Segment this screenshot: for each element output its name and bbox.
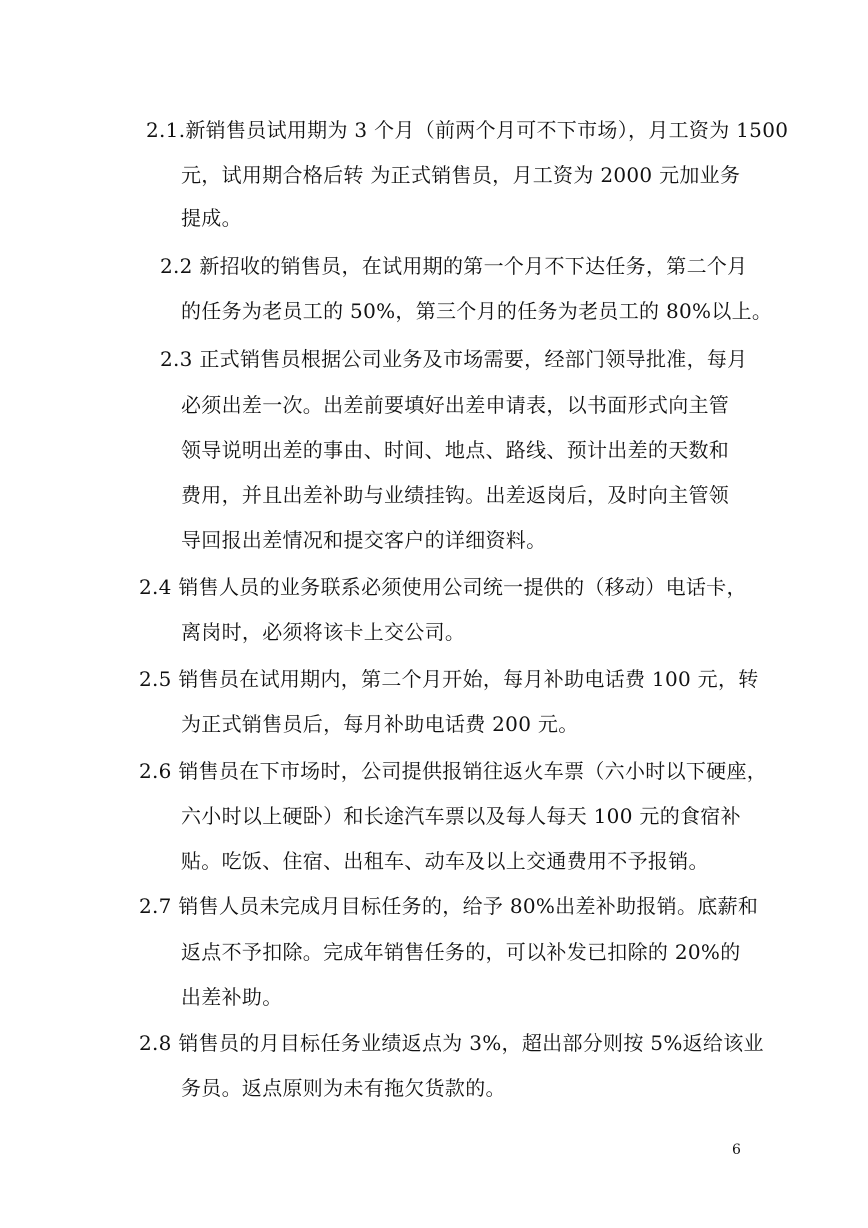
text-line: 导回报出差情况和提交客户的详细资料。 [181, 528, 547, 552]
text-line-2-3: 2.3 正式销售员根据公司业务及市场需要，经部门领导批准，每月 [160, 347, 748, 371]
text-line: 费用，并且出差补助与业绩挂钩。出差返岗后，及时向主管领 [181, 483, 730, 507]
text-line: 提成。 [181, 206, 242, 230]
text-line-2-8: 2.8 销售员的月目标任务业绩返点为 3%，超出部分则按 5%返给该业 [139, 1031, 764, 1055]
text-line: 出差补助。 [181, 985, 283, 1009]
text-line: 必须出差一次。出差前要填好出差申请表，以书面形式向主管 [181, 393, 730, 417]
text-line-2-7: 2.7 销售人员未完成月目标任务的，给予 80%出差补助报销。底薪和 [139, 894, 759, 918]
text-line: 的任务为老员工的 50%，第三个月的任务为老员工的 80%以上。 [181, 299, 773, 323]
text-line: 返点不予扣除。完成年销售任务的，可以补发已扣除的 20%的 [181, 940, 741, 964]
text-line-2-2: 2.2 新招收的销售员，在试用期的第一个月不下达任务，第二个月 [160, 254, 748, 278]
text-line: 元，试用期合格后转 为正式销售员，月工资为 2000 元加业务 [181, 163, 741, 187]
text-line-2-1: 2.1.新销售员试用期为 3 个月（前两个月可不下市场），月工资为 1500 [146, 118, 789, 142]
text-line-2-5: 2.5 销售员在试用期内，第二个月开始，每月补助电话费 100 元，转 [139, 667, 759, 691]
text-line: 六小时以上硬卧）和长途汽车票以及每人每天 100 元的食宿补 [181, 804, 741, 828]
page-number: 6 [732, 1142, 741, 1158]
text-line: 离岗时，必须将该卡上交公司。 [181, 620, 466, 644]
text-line-2-4: 2.4 销售人员的业务联系必须使用公司统一提供的（移动）电话卡， [139, 575, 747, 599]
text-line-2-6: 2.6 销售员在下市场时，公司提供报销往返火车票（六小时以下硬座， [139, 759, 768, 783]
text-line: 领导说明出差的事由、时间、地点、路线、预计出差的天数和 [181, 438, 730, 462]
text-line: 为正式销售员后，每月补助电话费 200 元。 [181, 712, 579, 736]
text-line: 贴。吃饭、住宿、出租车、动车及以上交通费用不予报销。 [181, 849, 709, 873]
text-line: 务员。返点原则为未有拖欠货款的。 [181, 1076, 506, 1100]
